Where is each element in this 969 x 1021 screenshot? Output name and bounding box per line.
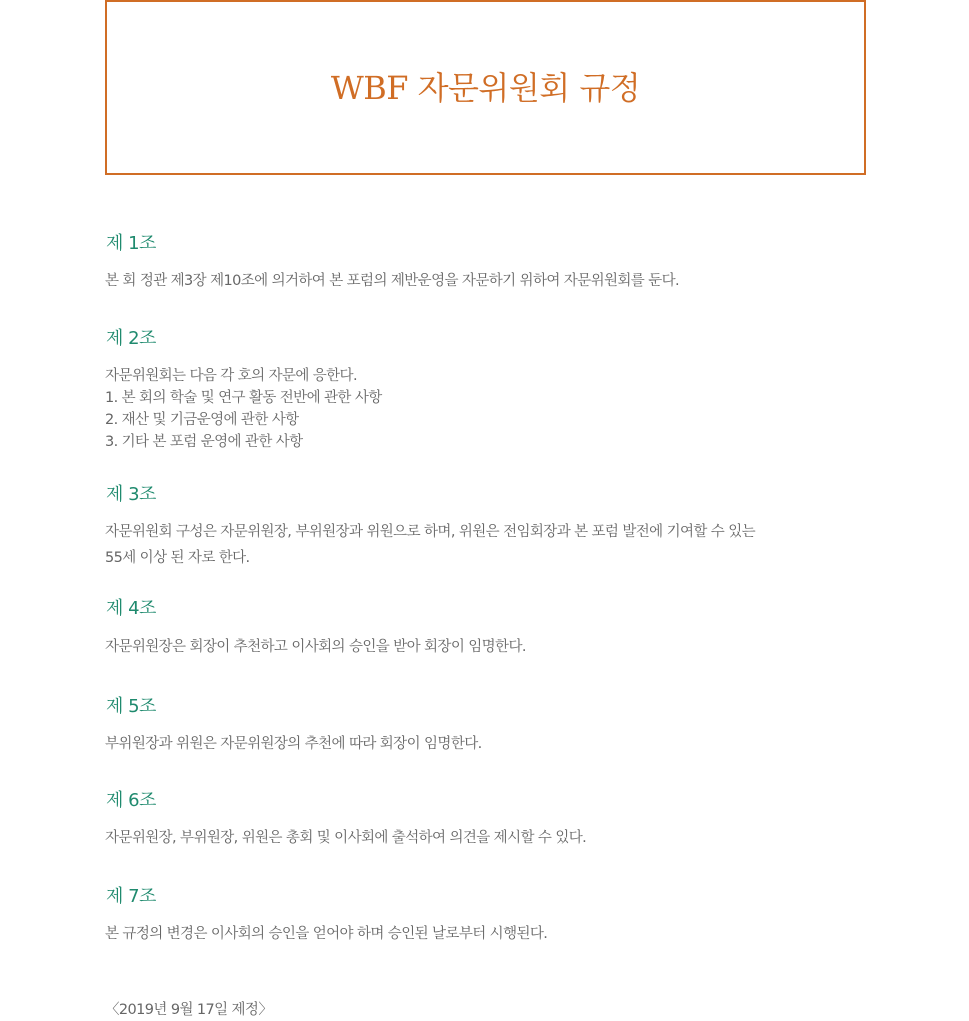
article-2-line-3: 2. 재산 및 기금운영에 관한 사항 bbox=[105, 412, 299, 428]
article-2-line-4: 3. 기타 본 포럼 운영에 관한 사항 bbox=[105, 434, 303, 450]
article-6-body bbox=[105, 827, 865, 849]
article-7-body bbox=[105, 923, 865, 945]
enactment-date: 〈2019년 9월 17일 제정〉 bbox=[105, 1002, 273, 1018]
article-2-heading: 제 2조 bbox=[106, 328, 156, 349]
article-4-heading: 제 4조 bbox=[106, 598, 156, 619]
article-3-heading: 제 3조 bbox=[106, 484, 156, 505]
article-3-body bbox=[105, 519, 865, 571]
article-7-heading: 제 7조 bbox=[106, 886, 156, 907]
article-1-heading: 제 1조 bbox=[106, 233, 156, 254]
article-6-heading: 제 6조 bbox=[106, 790, 156, 811]
article-1-line-1: 본 회 정관 제3장 제10조에 의거하여 본 포럼의 제반운영을 자문하기 위하여 자문위원회를 둔다. bbox=[105, 273, 680, 289]
article-5-heading: 제 5조 bbox=[106, 696, 156, 717]
article-5-body bbox=[105, 733, 865, 755]
article-2-body bbox=[105, 365, 865, 453]
article-6-line-1: 자문위원장, 부위원장, 위원은 총회 및 이사회에 출석하여 의견을 제시할 수 있다. bbox=[105, 830, 587, 846]
article-1-body bbox=[105, 270, 865, 292]
article-3-line-2: 55세 이상 된 자로 한다. bbox=[105, 550, 250, 566]
article-2-line-2: 1. 본 회의 학술 및 연구 활동 전반에 관한 사항 bbox=[105, 390, 382, 406]
article-4-line-1: 자문위원장은 회장이 추천하고 이사회의 승인을 받아 회장이 임명한다. bbox=[105, 639, 526, 655]
article-7-line-1: 본 규정의 변경은 이사회의 승인을 얻어야 하며 승인된 날로부터 시행된다. bbox=[105, 926, 548, 942]
page-title: WBF 자문위원회 규정 bbox=[330, 69, 641, 107]
article-4-body bbox=[105, 636, 865, 658]
article-2-line-1: 자문위원회는 다음 각 호의 자문에 응한다. bbox=[105, 368, 357, 384]
article-5-line-1: 부위원장과 위원은 자문위원장의 추천에 따라 회장이 임명한다. bbox=[105, 736, 482, 752]
article-3-line-1: 자문위원회 구성은 자문위원장, 부위원장과 위원으로 하며, 위원은 전임회장과 본 포럼 발전에 기여할 수 있는 bbox=[105, 524, 756, 540]
title-box bbox=[105, 0, 866, 175]
